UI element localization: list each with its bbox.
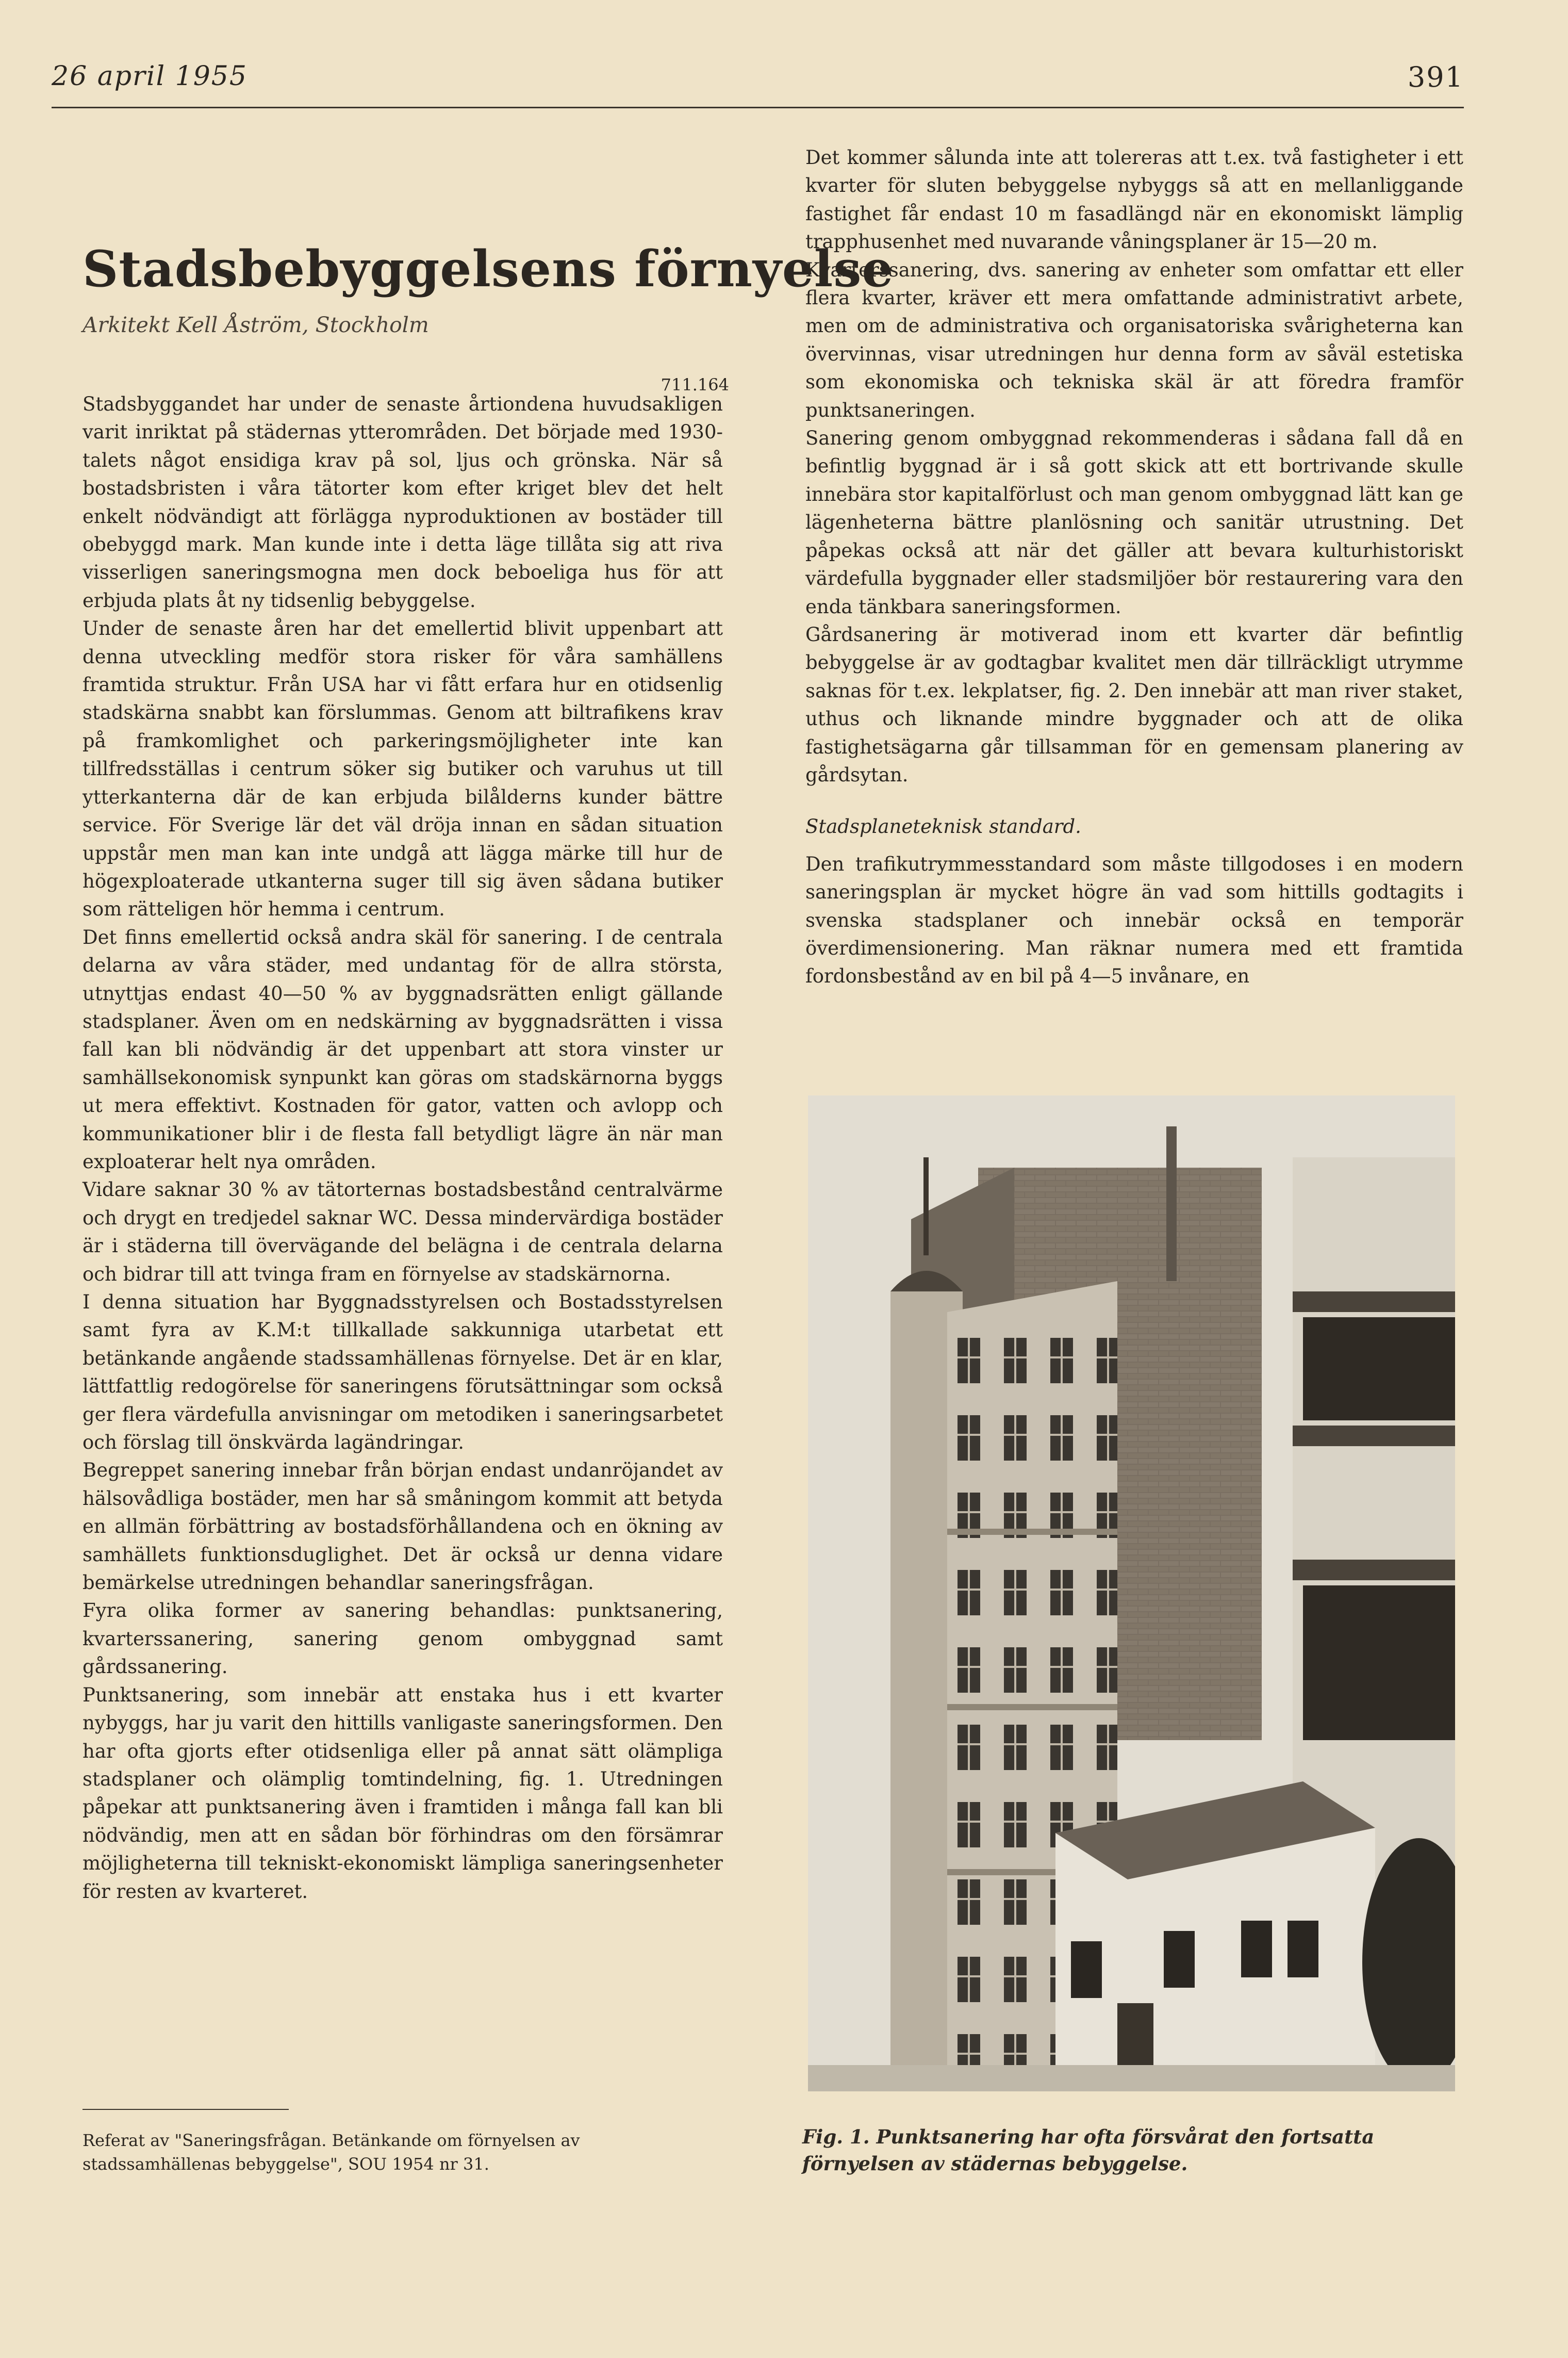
building-photo (808, 1095, 1455, 2091)
paragraph: Under de senaste åren har det emellertid blivit uppenbart att denna utveckling medför stora risker för våra samhällens framtida struktur. Från USA har vi fått erfara hur en otidsenlig stadskärna snabbt kan förslummas. Genom att biltrafikens krav på framkomlighet och parkeringsmöjligheter inte kan tillfredsställas i centrum söker sig butiker och varuhus ut till ytterkanterna där de kan erbjuda bilålderns kunder bättre service. För Sverige lär det väl dröja innan en sådan situation uppstår men man kan inte undgå att lägga märke till hur de högexploaterade utkanterna suger till sig även sådana butiker som rätteligen hör hemma i centrum. (82, 617, 723, 921)
left-column (82, 390, 723, 1906)
article-title: Stadsbebyggelsens förnyelse (82, 240, 894, 298)
page-number: 391 (1407, 61, 1464, 93)
paragraph: Kvarterssanering, dvs. sanering av enheter som omfattar ett eller flera kvarter, kräver ett mera omfattande administrativt arbete, men om de administrativa och organisatoriska svårigheterna kan övervinnas, visar utredningen hur denna form av såväl estetiska som ekonomiska och tekniska skäl är att föredra framför punktsaneringen. (805, 258, 1463, 421)
paragraph: Den trafikutrymmesstandard som måste tillgodoses i en modern saneringsplan är mycket högre än vad som hittills godtagits i svenska stadsplaner och innebär också en temporär överdimensionering. Man räknar numera med ett framtida fordonsbestånd av en bil på 4—5 invånare, en (805, 853, 1463, 988)
building-photo-illustration (808, 1095, 1455, 2091)
article-byline: Arkitekt Kell Åström, Stockholm (82, 313, 429, 337)
paragraph: Det kommer sålunda inte att tolereras att t.ex. två fastigheter i ett kvarter för sluten bebyggelse nybyggs så att en mellanliggande fastighet får endast 10 m fasadlängd när en ekonomiskt lämplig trapphusenhet med nuvarande våningsplaner är 15—20 m. (805, 146, 1463, 253)
paragraph: Fyra olika former av sanering behandlas: punktsanering, kvarterssanering, sanering genom ombyggnad samt gårdssanering. (82, 1599, 723, 1678)
footnote: Referat av "Saneringsfrågan. Betänkande om förnyelsen av stadssamhällenas bebyggelse", SOU 1954 nr 31. (82, 2131, 580, 2174)
paragraph: Stadsbyggandet har under de senaste årtiondena huvudsakligen varit inriktat på städernas ytterområden. Det började med 1930-talets något ensidiga krav på sol, ljus och grönska. När så bostadsbristen i våra tätorter kom efter kriget blev det helt enkelt nödvändigt att förlägga nyproduktionen av bostäder till obebyggd mark. Man kunde inte i detta läge tillåta sig att riva visserligen saneringsmogna men dock beboeliga hus för att erbjuda plats åt ny tidsenlig bebyggelse. (82, 393, 723, 612)
paragraph: Det finns emellertid också andra skäl för sanering. I de centrala delarna av våra städer, med undantag för de allra största, utnyttjas endast 40—50 % av byggnadsrätten enligt gällande stadsplaner. Även om en nedskärning av byggnadsrätten i vissa fall kan bli nödvändig är det uppenbart att stora vinster ur samhällsekonomisk synpunkt kan göras om stadskärnorna byggs ut mera effektivt. Kostnaden för gator, vatten och avlopp och kommunikationer blir i de flesta fall betydligt lägre än när man exploaterar helt nya områden. (82, 926, 723, 1173)
right-column (805, 144, 1463, 991)
header-rule (52, 107, 1464, 108)
paragraph: Sanering genom ombyggnad rekommenderas i sådana fall då en befintlig byggnad är i så gott skick att ett bortrivande skulle innebära stor kapitalförlust och man genom ombyggnad lätt kan ge lägenheterna bättre planlösning och sanitär utrustning. Det påpekas också att när det gäller att bevara kulturhistoriskt värdefulla byggnader eller stadsmiljöer bör restaurering vara den enda tänkbara saneringsformen. (805, 427, 1463, 618)
figure-caption: Fig. 1. Punktsanering har ofta försvårat den fortsatta förnyelsen av städernas bebyggelse. (802, 2125, 1375, 2175)
issue-date: 26 april 1955 (52, 61, 247, 92)
paragraph: Begreppet sanering innebar från början endast undanröjandet av hälsovådliga bostäder, men har så småningom kommit att betyda en allmän förbättring av bostadsförhållandena och en ökning av samhällets funktionsduglighet. Det är också ur denna vidare bemärkelse utredningen behandlar saneringsfrågan. (82, 1459, 723, 1594)
section-subheading: Stadsplaneteknisk standard. (805, 815, 1081, 838)
paragraph: Vidare saknar 30 % av tätorternas bostadsbestånd centralvärme och drygt en tredjedel saknar WC. Dessa mindervärdiga bostäder är i städerna till övervägande del belägna i de centrala delarna och bidrar till att tvinga fram en förnyelse av stadskärnorna. (82, 1178, 723, 1285)
footnote-rule (82, 2109, 289, 2110)
classification-number: 711.164 (661, 375, 729, 395)
paragraph: Gårdsanering är motiverad inom ett kvarter där befintlig bebyggelse är av godtagbar kvalitet men där tillräckligt utrymme saknas för t.ex. lekplatser, fig. 2. Den innebär att man river staket, uthus och liknande mindre byggnader och att de olika fastighetsägarna går tillsamman för en gemensam planering av gårdsytan. (805, 623, 1463, 786)
paragraph: I denna situation har Byggnadsstyrelsen och Bostadsstyrelsen samt fyra av K.M:t tillkallade sakkunniga utarbetat ett betänkande angående stadssamhällenas förnyelse. Det är en klar, lättfattlig redogörelse för saneringens förutsättningar som också ger flera värdefulla anvisningar om metodiken i saneringsarbetet och förslag till önskvärda lagändringar. (82, 1291, 723, 1454)
paragraph: Punktsanering, som innebär att enstaka hus i ett kvarter nybyggs, har ju varit den hittills vanligaste saneringsformen. Den har ofta gjorts efter otidsenliga eller på annat sätt olämpliga stadsplaner och olämplig tomtindelning, fig. 1. Utredningen påpekar att punktsanering även i framtiden i många fall kan bli nödvändig, men att en sådan bör förhindras om den försämrar möjligheterna till tekniskt-ekonomiskt lämpliga saneringsenheter för resten av kvarteret. (82, 1683, 723, 1903)
